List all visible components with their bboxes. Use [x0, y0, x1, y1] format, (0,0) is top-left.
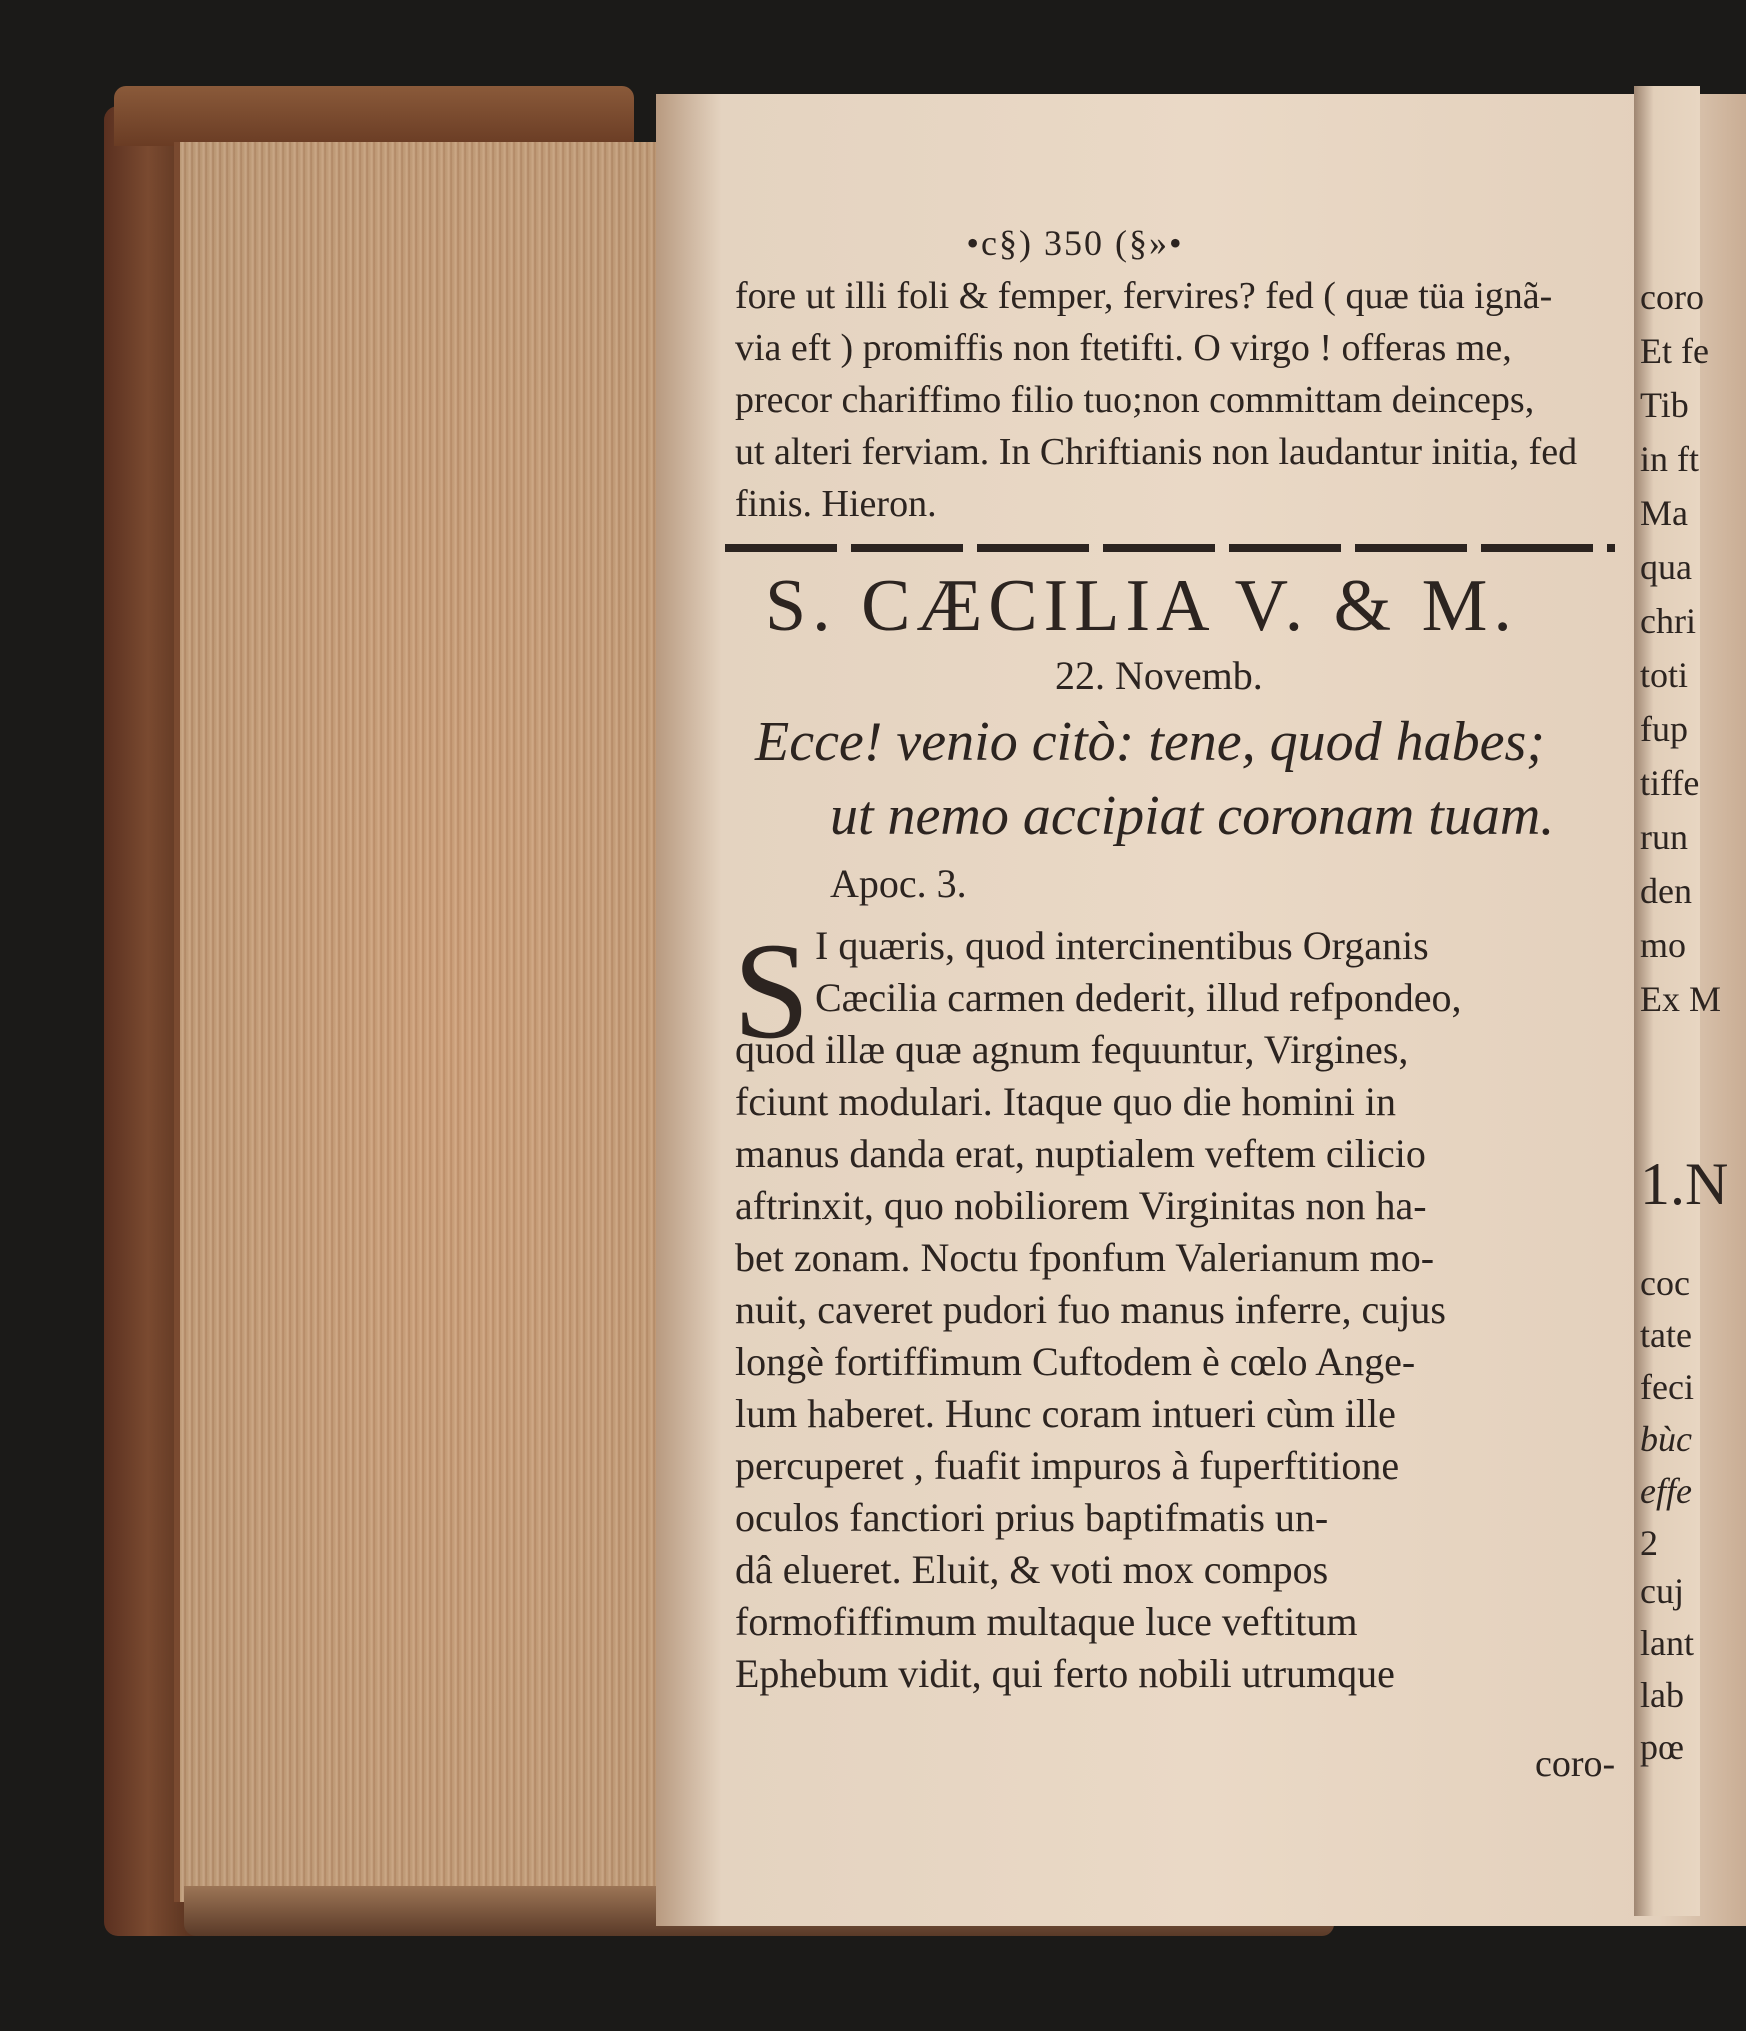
catchword: coro- — [1535, 1743, 1616, 1785]
body-line: Ephebum vidit, qui ferto nobili utrumque — [735, 1651, 1395, 1696]
next-page-fragment: tate — [1640, 1315, 1692, 1355]
next-page-fragment: toti — [1640, 655, 1689, 695]
next-page-fragment: lab — [1640, 1675, 1684, 1715]
quote-line: Ecce! venio citò: tene, quod habes; — [755, 711, 1545, 773]
intro-line: fore ut illi foli & femper, fervires? fed ( quæ tüa ignã- — [735, 275, 1553, 317]
next-page-fragment: mo — [1640, 925, 1687, 965]
body-line: longè fortiffimum Cuftodem è cœlo Ange- — [735, 1339, 1416, 1384]
body-line: lum haberet. Hunc coram intueri cùm ille — [735, 1391, 1396, 1436]
next-page-fragment: chri — [1640, 601, 1696, 641]
next-page-fragment: qua — [1640, 547, 1692, 587]
page-edges — [174, 142, 720, 1902]
next-page-fragment: coc — [1640, 1263, 1690, 1303]
next-page-fragment: Tib — [1640, 385, 1689, 425]
next-page-fragment: Et fe — [1640, 331, 1709, 371]
next-page-fragment: effe — [1640, 1471, 1692, 1511]
next-page-fragment: Ma — [1640, 493, 1688, 533]
body-line: aftrinxit, quo nobiliorem Virginitas non ha- — [735, 1183, 1427, 1228]
body-line: manus danda erat, nuptialem veftem cilicio — [735, 1131, 1426, 1176]
quote-reference: Apoc. 3. — [830, 861, 967, 906]
next-page-fragment: 1.N — [1640, 1151, 1729, 1217]
next-page-fragment: cuj — [1640, 1571, 1684, 1611]
body-line: dâ elueret. Eluit, & voti mox compos — [735, 1547, 1329, 1592]
next-page-fragment: lant — [1640, 1623, 1694, 1663]
section-date: 22. Novemb. — [1055, 653, 1263, 698]
body-line: Cæcilia carmen dederit, illud refpondeo, — [815, 975, 1462, 1020]
next-page-fragment: bùc — [1640, 1419, 1692, 1459]
intro-line: precor chariffimo filio tuo;non committam deinceps, — [735, 379, 1535, 421]
next-page-fragment: fup — [1640, 709, 1688, 749]
next-page-fragment: in ft — [1640, 439, 1699, 479]
next-page-fragment: tiffe — [1640, 763, 1700, 803]
intro-line: via eft ) promiffis non ftetifti. O virgo ! offeras me, — [735, 327, 1512, 369]
intro-line: finis. Hieron. — [735, 483, 937, 525]
next-page-fragment: pœ — [1640, 1727, 1684, 1767]
body-line: I quæris, quod intercinentibus Organis — [815, 923, 1429, 968]
next-page-fragment: Ex M — [1640, 979, 1721, 1019]
page-header: •c§) 350 (§»• — [966, 223, 1184, 263]
body-line: oculos fanctiori prius baptifmatis un- — [735, 1495, 1329, 1540]
intro-line: ut alteri ferviam. In Chriftianis non laudantur initia, fed — [735, 431, 1578, 473]
section-title: S. CÆCILIA V. & M. — [765, 565, 1518, 647]
body-line: formofiffimum multaque luce veftitum — [735, 1599, 1358, 1644]
next-page-fragment: den — [1640, 871, 1692, 911]
next-page-fragment: coro — [1640, 277, 1704, 317]
body-line: nuit, caveret pudori fuo manus inferre, cujus — [735, 1287, 1446, 1332]
section-divider — [725, 544, 1615, 552]
next-page-fragment: run — [1640, 817, 1688, 857]
body-line: quod illæ quæ agnum fequuntur, Virgines, — [735, 1027, 1409, 1072]
book-cover-top — [114, 86, 634, 146]
body-line: percuperet , fuafit impuros à fuperftitione — [735, 1443, 1400, 1488]
next-page-fragment: feci — [1640, 1367, 1694, 1407]
body-line: bet zonam. Noctu fponfum Valerianum mo- — [735, 1235, 1435, 1280]
quote-line: ut nemo accipiat coronam tuam. — [830, 785, 1555, 847]
next-page-fragment: 2 — [1640, 1523, 1658, 1563]
drop-cap: S — [733, 914, 810, 1067]
body-line: fciunt modulari. Itaque quo die homini in — [735, 1079, 1396, 1124]
next-page-text — [1640, 0, 1729, 2031]
